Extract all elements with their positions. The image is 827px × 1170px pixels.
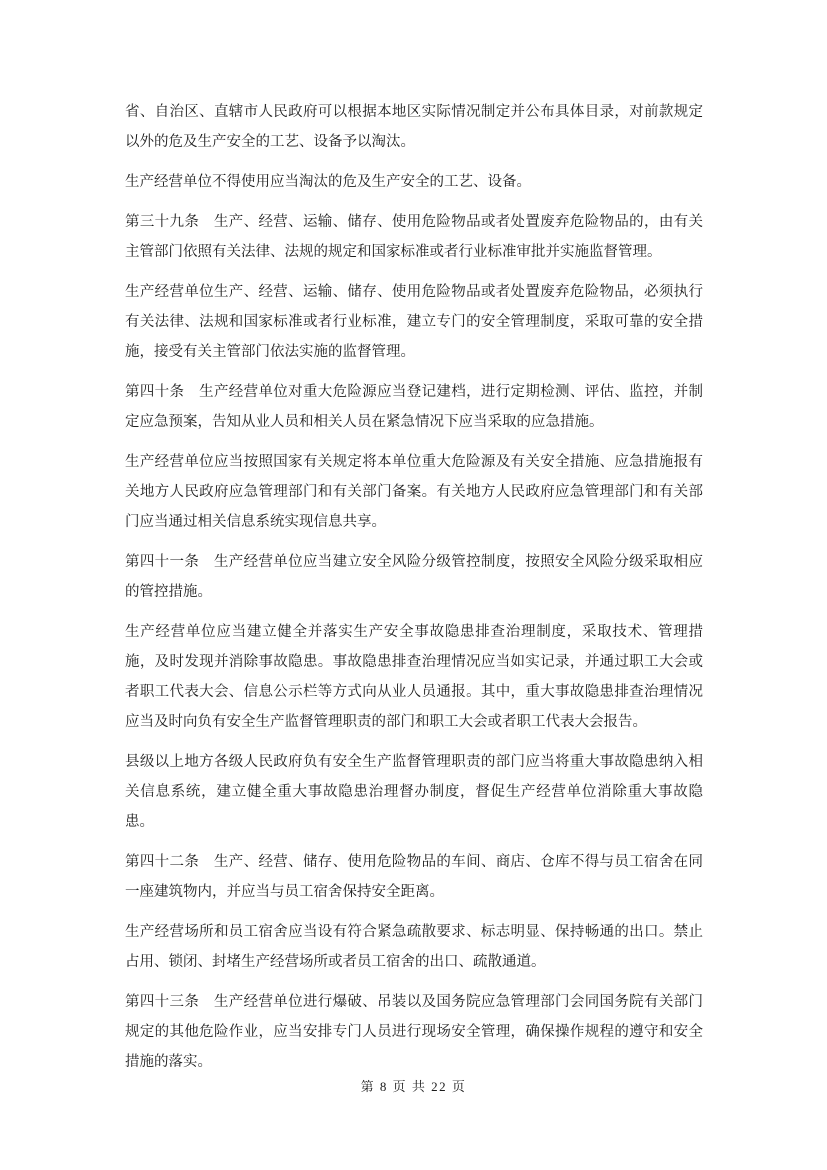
paragraph-article-43: 第四十三条 生产经营单位进行爆破、吊装以及国务院应急管理部门会同国务院有关部门规定的其他危险作业，应当安排专门人员进行现场安全管理，确保操作规程的遵守和安全措施的落实。 — [125, 994, 703, 1070]
paragraph-article-39-clause-2: 生产经营单位生产、经营、运输、储存、使用危险物品或者处置废弃危险物品，必须执行有关法律、法规和国家标准或者行业标准，建立专门的安全管理制度，采取可靠的安全措施，接受有关主管部门依法实施的监督管理。 — [125, 284, 703, 360]
paragraph-article-41: 第四十一条 生产经营单位应当建立安全风险分级管控制度，按照安全风险分级采取相应的管控措施。 — [125, 554, 703, 600]
page-number-text: 第 8 页 共 22 页 — [360, 1079, 467, 1094]
paragraph-no-obsolete-equipment: 生产经营单位不得使用应当淘汰的危及生产安全的工艺、设备。 — [125, 174, 531, 190]
paragraph-article-41-clause-2: 生产经营单位应当建立健全并落实生产安全事故隐患排查治理制度，采取技术、管理措施，及时发现并消除事故隐患。事故隐患排查治理情况应当如实记录，并通过职工大会或者职工代表大会、信息公示栏等方式向从业人员通报。其中，重大事故隐患排查治理情况应当及时向负有安全生产监督管理职责的部门和职工大会或者职工代表大会报告。 — [125, 624, 703, 730]
paragraph-article-42-clause-2: 生产经营场所和员工宿舍应当设有符合紧急疏散要求、标志明显、保持畅通的出口。禁止占用、锁闭、封堵生产经营场所或者员工宿舍的出口、疏散通道。 — [125, 924, 703, 970]
paragraph-article-42: 第四十二条 生产、经营、储存、使用危险物品的车间、商店、仓库不得与员工宿舍在同一座建筑物内，并应当与员工宿舍保持安全距离。 — [125, 854, 703, 900]
page-footer — [0, 1078, 827, 1096]
paragraph-article-40: 第四十条 生产经营单位对重大危险源应当登记建档，进行定期检测、评估、监控，并制定应急预案，告知从业人员和相关人员在紧急情况下应当采取的应急措施。 — [125, 384, 703, 430]
paragraph-article-39: 第三十九条 生产、经营、运输、储存、使用危险物品或者处置废弃危险物品的，由有关主管部门依照有关法律、法规的规定和国家标准或者行业标准审批并实施监督管理。 — [125, 214, 703, 260]
paragraph-provinces-catalog: 省、自治区、直辖市人民政府可以根据本地区实际情况制定并公布具体目录，对前款规定以外的危及生产安全的工艺、设备予以淘汰。 — [125, 104, 703, 150]
paragraph-article-41-clause-3: 县级以上地方各级人民政府负有安全生产监督管理职责的部门应当将重大事故隐患纳入相关信息系统，建立健全重大事故隐患治理督办制度，督促生产经营单位消除重大事故隐患。 — [125, 754, 703, 830]
paragraph-article-40-clause-2: 生产经营单位应当按照国家有关规定将本单位重大危险源及有关安全措施、应急措施报有关地方人民政府应急管理部门和有关部门备案。有关地方人民政府应急管理部门和有关部门应当通过相关信息系统实现信息共享。 — [125, 454, 703, 530]
